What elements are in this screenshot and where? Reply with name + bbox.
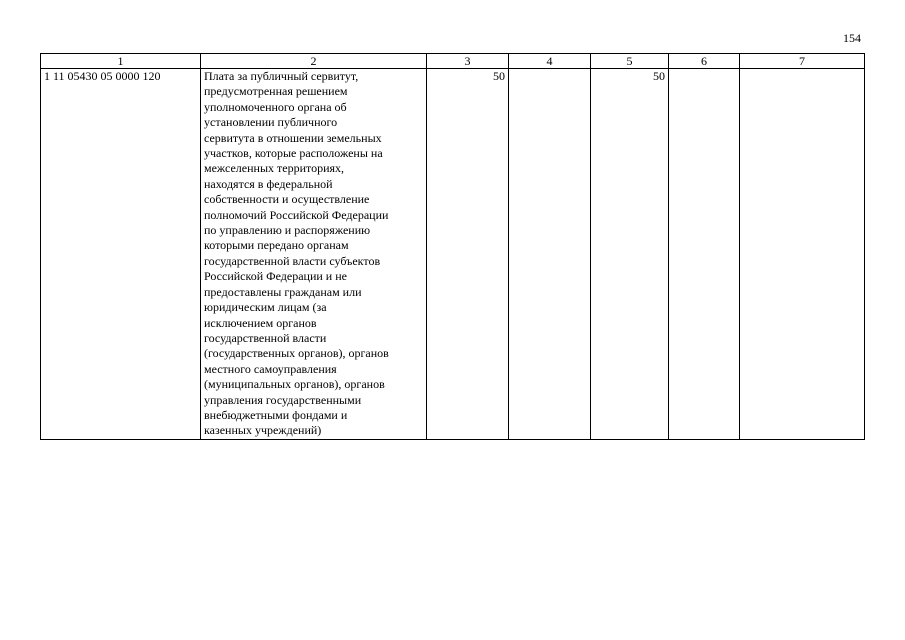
column-header-6: 6	[669, 54, 740, 69]
budget-code-cell: 1 11 05430 05 0000 120	[41, 69, 201, 440]
income-name-line: по управлению и распоряжению	[204, 223, 371, 238]
income-name-text	[204, 69, 423, 439]
column-header-2: 2	[201, 54, 427, 69]
income-name-line: предоставлены гражданам или	[204, 284, 362, 299]
income-name-line: управления государственными	[204, 392, 362, 407]
income-name-line: участков, которые расположены на	[204, 146, 383, 161]
income-name-line: полномочий Российской Федерации	[204, 207, 389, 222]
budget-table	[40, 53, 865, 440]
income-name-line: установлении публичного	[204, 115, 338, 130]
header-row	[41, 54, 865, 69]
column-header-3: 3	[427, 54, 509, 69]
table-row	[41, 69, 865, 440]
income-name-line: межселенных территориях,	[204, 161, 345, 176]
income-name-line: исключением органов	[204, 315, 317, 330]
income-name-line: находятся в федеральной	[204, 176, 333, 191]
value-cell-4	[509, 69, 591, 440]
column-header-1: 1	[41, 54, 201, 69]
income-name-line: государственной власти	[204, 330, 327, 345]
income-name-line: Российской Федерации и не	[204, 269, 347, 284]
column-header-5: 5	[591, 54, 669, 69]
income-name-line: (муниципальных органов), органов	[204, 377, 385, 392]
value-cell-6	[669, 69, 740, 440]
income-name-line: уполномоченного органа об	[204, 99, 347, 114]
income-name-line: собственности и осуществление	[204, 192, 370, 207]
value-cell-3: 50	[427, 69, 509, 440]
page-number: 154	[843, 31, 861, 45]
column-header-4: 4	[509, 54, 591, 69]
income-name-line: внебюджетными фондами и	[204, 407, 348, 422]
value-cell-5: 50	[591, 69, 669, 440]
income-name-cell	[201, 69, 427, 440]
income-name-line: Плата за публичный сервитут,	[204, 69, 359, 83]
income-name-line: предусмотренная решением	[204, 84, 348, 99]
income-name-line: которыми передано органам	[204, 238, 349, 253]
income-name-line: сервитута в отношении земельных	[204, 130, 382, 145]
value-cell-7	[740, 69, 865, 440]
income-name-line: казенных учреждений)	[204, 423, 322, 438]
income-name-line: (государственных органов), органов	[204, 346, 389, 361]
column-header-7: 7	[740, 54, 865, 69]
income-name-line: государственной власти субъектов	[204, 253, 381, 268]
income-name-line: юридическим лицам (за	[204, 300, 327, 315]
income-name-line: местного самоуправления	[204, 361, 337, 376]
